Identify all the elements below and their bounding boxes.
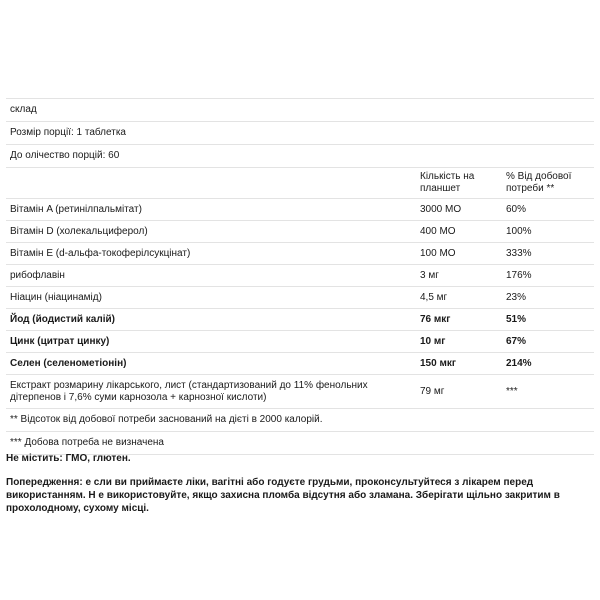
nutrient-name: Вітамін A (ретинілпальмітат) (6, 199, 416, 221)
nutrient-name: Вітамін D (холекальциферол) (6, 221, 416, 243)
nutrient-dv: 176% (502, 265, 594, 287)
nutrient-row (6, 353, 594, 375)
nutrient-amount: 400 МО (416, 221, 502, 243)
info-row-heading (6, 99, 594, 122)
nutrient-row (6, 375, 594, 409)
nutrient-amount: 79 мг (416, 375, 502, 409)
nutrient-row (6, 243, 594, 265)
nutrient-name: Селен (селенометіонін) (6, 353, 416, 375)
nutrient-name: Екстракт розмарину лікарського, лист (стандартизований до 11% фенольних дітерпенов і 7,6% суми карнозола + карнозної кислоти) (6, 375, 416, 409)
nutrient-amount: 100 МО (416, 243, 502, 265)
footnote-dv-not-established: *** Добова потреба не визначена (6, 432, 594, 455)
warning-text: Попередження: е сли ви приймаєте ліки, вагітні або годуєте грудьми, проконсультуйтеся з лікарем перед використанням. Н е використовуйте, якщо захисна пломба відсутня або зламана. Зберігати щільно закритим в прохолодному, сухому місці. (6, 477, 560, 514)
warning-note (6, 476, 594, 515)
nutrient-dv: 23% (502, 287, 594, 309)
nutrient-dv: 67% (502, 331, 594, 353)
info-row-servings-count (6, 145, 594, 168)
nutrient-dv: 333% (502, 243, 594, 265)
nutrient-amount: 3 мг (416, 265, 502, 287)
nutrient-dv: 51% (502, 309, 594, 331)
nutrient-dv: 60% (502, 199, 594, 221)
supplement-facts (6, 98, 594, 455)
footnote-dv-basis: ** Відсоток від добової потреби заснований на дієті в 2000 калорій. (6, 409, 594, 432)
nutrient-dv: 214% (502, 353, 594, 375)
nutrient-row (6, 265, 594, 287)
nutrient-row (6, 221, 594, 243)
column-header-amount: Кількість на планшет (416, 168, 502, 199)
nutrient-name: Цинк (цитрат цинку) (6, 331, 416, 353)
nutrient-row (6, 331, 594, 353)
free-from-text: Не містить: ГМО, глютен. (6, 453, 131, 464)
nutrient-name: Йод (йодистий калій) (6, 309, 416, 331)
nutrient-amount: 4,5 мг (416, 287, 502, 309)
info-row-serving-size (6, 122, 594, 145)
column-header-name (6, 168, 416, 199)
nutrient-amount: 10 мг (416, 331, 502, 353)
column-header-dv: % Від добової потреби ** (502, 168, 594, 199)
footnote-row-dv-basis (6, 409, 594, 432)
nutrient-name: Вітамін E (d-альфа-токоферілсукцінат) (6, 243, 416, 265)
nutrient-dv: 100% (502, 221, 594, 243)
nutrient-amount: 150 мкг (416, 353, 502, 375)
nutrient-row (6, 309, 594, 331)
composition-heading: склад (6, 99, 594, 122)
column-header-row (6, 168, 594, 199)
supplement-facts-table (6, 98, 594, 455)
nutrient-amount: 3000 МО (416, 199, 502, 221)
serving-size: Розмір порції: 1 таблетка (6, 122, 594, 145)
nutrient-amount: 76 мкг (416, 309, 502, 331)
servings-count: До олічество порцій: 60 (6, 145, 594, 168)
nutrient-name: рибофлавін (6, 265, 416, 287)
nutrient-dv: *** (502, 375, 594, 409)
nutrient-row (6, 199, 594, 221)
nutrient-row (6, 287, 594, 309)
free-from-note (6, 452, 594, 465)
nutrient-name: Ніацин (ніацинамід) (6, 287, 416, 309)
